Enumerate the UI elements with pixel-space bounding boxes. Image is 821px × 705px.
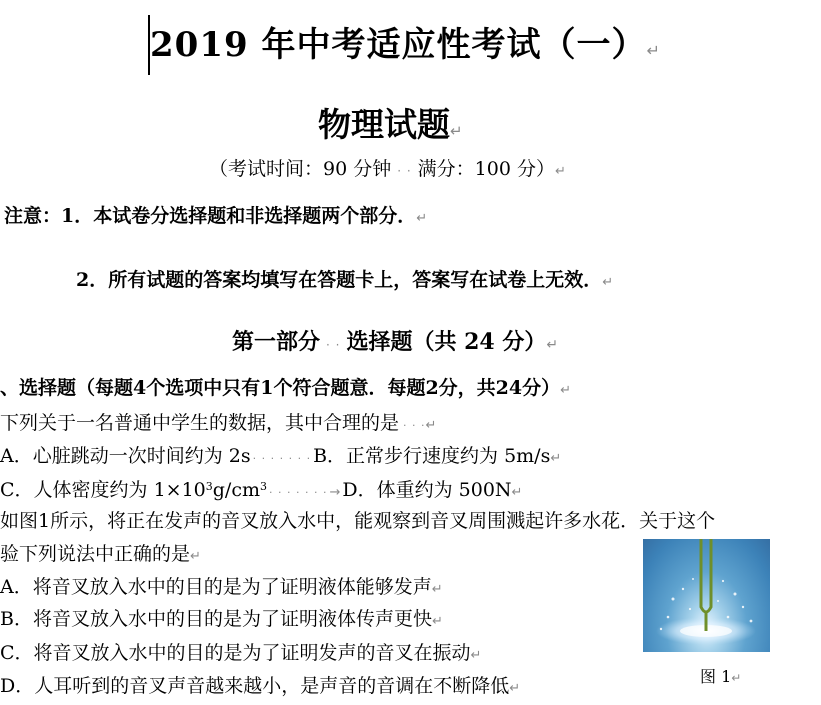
question-2-stem-line-2[interactable] (0, 545, 201, 564)
paragraph-mark: ↵ (470, 648, 482, 663)
question-1-option-a: A．心脏跳动一次时间约为 2s (0, 445, 251, 467)
paragraph-mark: ↵ (550, 451, 562, 466)
note-line-2-text: 2．所有试题的答案均填写在答题卡上，答案写在试卷上无效． (76, 269, 603, 291)
note-line-2[interactable] (76, 271, 613, 290)
section-heading[interactable] (0, 379, 571, 398)
paragraph-mark: ↵ (509, 681, 521, 696)
part-heading[interactable] (232, 331, 558, 353)
note-line-1[interactable] (4, 207, 427, 226)
part-heading-left: 第一部分 (232, 329, 321, 355)
question-1-option-c-pre: C．人体密度约为 1×10 (0, 479, 206, 501)
paragraph-mark: ↵ (554, 164, 566, 179)
question-2-stem-line-1[interactable] (0, 512, 715, 531)
subject-title[interactable] (318, 105, 463, 144)
paragraph-mark: ↵ (511, 485, 523, 500)
question-1-option-d: D．体重约为 500N (342, 479, 512, 501)
exam-score: 满分：100 分） (417, 158, 555, 180)
figure-caption[interactable] (700, 669, 741, 685)
tab-arrow: → (329, 485, 341, 500)
question-1-stem[interactable] (0, 414, 436, 433)
space-dots: · · · · · · · (252, 452, 312, 465)
exam-info[interactable] (209, 160, 566, 179)
note-line-1-text: 注意：1．本试卷分选择题和非选择题两个部分． (4, 205, 417, 227)
paragraph-mark: ↵ (450, 122, 463, 140)
question-1-option-c-sup: 3 (205, 480, 213, 493)
section-heading-text: 、选择题（每题4个选项中只有1个符合题意．每题2分，共24分） (0, 377, 561, 399)
paragraph-mark: ↵ (731, 671, 742, 685)
exam-title[interactable] (150, 25, 661, 65)
subject-title-text: 物理试题 (318, 105, 450, 144)
question-2-option-a[interactable] (0, 578, 443, 597)
part-heading-right: 选择题（共 24 分） (346, 329, 547, 355)
paragraph-mark: ↵ (431, 614, 443, 629)
paragraph-mark: ↵ (190, 549, 201, 564)
question-1-option-c-sup2: 3 (260, 480, 267, 493)
question-2-stem-line-1-text: 如图1所示，将正在发声的音叉放入水中，能观察到音叉周围溅起许多水花．关于这个 (0, 510, 716, 532)
tuning-fork-photo[interactable] (643, 539, 770, 652)
paragraph-mark: ↵ (602, 275, 614, 290)
tuning-fork-illustration (643, 539, 770, 652)
fork-prongs-shape (701, 539, 711, 612)
exam-title-text: 2019 年中考适应性考试（一） (150, 25, 647, 65)
question-2-option-b-text: B．将音叉放入水中的目的是为了证明液体传声更快 (0, 608, 432, 630)
question-1-options-cd[interactable] (0, 481, 522, 500)
question-2-option-d[interactable] (0, 677, 520, 696)
paragraph-mark: ↵ (560, 383, 572, 398)
paragraph-mark: ↵ (646, 41, 661, 60)
question-2-option-d-text: D．人耳听到的音叉声音越来越小，是声音的音调在不断降低 (0, 675, 510, 697)
space-dots: · · (397, 164, 412, 178)
question-2-option-c-text: C．将音叉放入水中的目的是为了证明发声的音叉在振动 (0, 642, 471, 664)
space-dots: · · · (403, 419, 426, 432)
question-1-option-c-mid: g/cm (212, 479, 260, 501)
figure-caption-text: 图 1 (700, 667, 732, 686)
question-2-stem-line-2-text: 验下列说法中正确的是 (0, 543, 191, 565)
exam-time: （考试时间：90 分钟 (209, 158, 392, 180)
question-1-stem-text: 下列关于一名普通中学生的数据，其中合理的是 (0, 412, 400, 434)
paragraph-mark: ↵ (425, 418, 437, 433)
question-1-option-b: B．正常步行速度约为 5m/s (313, 445, 551, 467)
paragraph-mark: ↵ (431, 582, 443, 597)
space-dots: · · (326, 338, 341, 352)
paragraph-mark: ↵ (546, 337, 559, 353)
paragraph-mark: ↵ (416, 211, 428, 226)
question-2-option-a-text: A．将音叉放入水中的目的是为了证明液体能够发声 (0, 576, 432, 598)
space-dots: · · · · · · · (269, 486, 328, 499)
question-1-options-ab[interactable] (0, 447, 561, 466)
question-2-option-b[interactable] (0, 610, 443, 629)
question-2-option-c[interactable] (0, 644, 481, 663)
